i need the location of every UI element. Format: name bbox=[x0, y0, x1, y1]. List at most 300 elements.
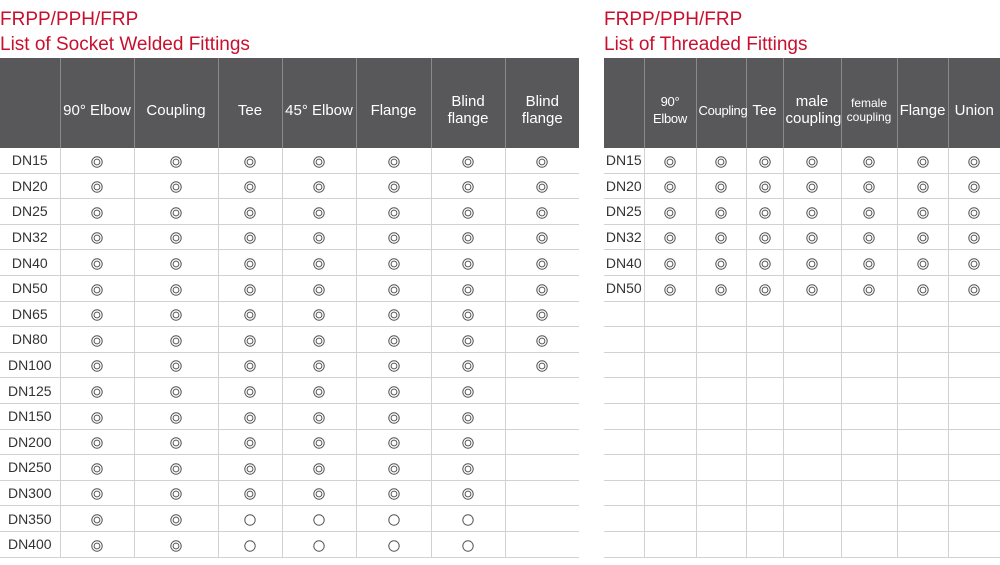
socket-welded-row-label: DN32 bbox=[0, 224, 60, 250]
socket-welded-cell bbox=[218, 378, 282, 404]
socket-welded-cell bbox=[134, 531, 218, 557]
socket-welded-cell bbox=[431, 250, 505, 276]
socket-welded-row-label: DN250 bbox=[0, 455, 60, 481]
threaded-row bbox=[604, 173, 1000, 199]
socket-welded-row bbox=[0, 250, 579, 276]
double-circle-icon bbox=[388, 412, 400, 424]
double-circle-icon bbox=[91, 488, 103, 500]
double-circle-icon bbox=[917, 181, 929, 193]
double-circle-icon bbox=[170, 181, 182, 193]
threaded-cell bbox=[644, 327, 696, 353]
socket-welded-row-label: DN300 bbox=[0, 480, 60, 506]
threaded-cell bbox=[644, 148, 696, 173]
threaded-cell bbox=[783, 275, 841, 301]
threaded-cell bbox=[644, 224, 696, 250]
double-circle-icon bbox=[170, 232, 182, 244]
double-circle-icon bbox=[759, 181, 771, 193]
socket-welded-cell bbox=[431, 224, 505, 250]
socket-welded-cell bbox=[356, 403, 431, 429]
double-circle-icon bbox=[715, 207, 727, 219]
socket-welded-body bbox=[0, 148, 579, 557]
socket-welded-cell bbox=[431, 148, 505, 173]
threaded-cell bbox=[897, 199, 948, 225]
threaded-row-label bbox=[604, 327, 644, 353]
socket-welded-cell bbox=[218, 148, 282, 173]
threaded-cell bbox=[783, 531, 841, 557]
double-circle-icon bbox=[313, 412, 325, 424]
socket-welded-cell bbox=[60, 480, 134, 506]
socket-welded-row bbox=[0, 173, 579, 199]
threaded-cell bbox=[696, 173, 746, 199]
threaded-cell bbox=[841, 224, 897, 250]
threaded-table bbox=[604, 58, 1000, 558]
threaded-row bbox=[604, 480, 1000, 506]
socket-welded-cell bbox=[282, 352, 356, 378]
socket-welded-title-line2: List of Socket Welded Fittings bbox=[0, 34, 250, 55]
socket-welded-cell bbox=[505, 275, 579, 301]
double-circle-icon bbox=[806, 232, 818, 244]
double-circle-icon bbox=[462, 232, 474, 244]
socket-welded-cell bbox=[60, 173, 134, 199]
threaded-cell bbox=[746, 352, 783, 378]
socket-welded-cell bbox=[60, 429, 134, 455]
double-circle-icon bbox=[91, 463, 103, 475]
threaded-col-header: female coupling bbox=[841, 58, 897, 148]
double-circle-icon bbox=[91, 309, 103, 321]
double-circle-icon bbox=[863, 207, 875, 219]
double-circle-icon bbox=[715, 156, 727, 168]
double-circle-icon bbox=[244, 437, 256, 449]
threaded-cell bbox=[897, 378, 948, 404]
threaded-cell bbox=[746, 275, 783, 301]
threaded-cell bbox=[746, 148, 783, 173]
threaded-cell bbox=[746, 199, 783, 225]
threaded-cell bbox=[948, 455, 1000, 481]
double-circle-icon bbox=[91, 335, 103, 347]
double-circle-icon bbox=[388, 386, 400, 398]
double-circle-icon bbox=[462, 156, 474, 168]
double-circle-icon bbox=[388, 437, 400, 449]
double-circle-icon bbox=[917, 156, 929, 168]
double-circle-icon bbox=[462, 412, 474, 424]
socket-welded-cell bbox=[356, 224, 431, 250]
socket-welded-row-label: DN65 bbox=[0, 301, 60, 327]
threaded-cell bbox=[948, 403, 1000, 429]
threaded-cell bbox=[783, 199, 841, 225]
double-circle-icon bbox=[388, 335, 400, 347]
threaded-cell bbox=[897, 429, 948, 455]
threaded-row bbox=[604, 275, 1000, 301]
double-circle-icon bbox=[244, 181, 256, 193]
double-circle-icon bbox=[170, 437, 182, 449]
socket-welded-cell bbox=[134, 403, 218, 429]
socket-welded-cell bbox=[505, 480, 579, 506]
double-circle-icon bbox=[388, 258, 400, 270]
threaded-header-row bbox=[604, 58, 1000, 148]
double-circle-icon bbox=[664, 284, 676, 296]
threaded-cell bbox=[696, 250, 746, 276]
double-circle-icon bbox=[664, 181, 676, 193]
threaded-cell bbox=[841, 429, 897, 455]
threaded-cell bbox=[841, 531, 897, 557]
double-circle-icon bbox=[806, 258, 818, 270]
socket-welded-row-label: DN20 bbox=[0, 173, 60, 199]
socket-welded-cell bbox=[431, 275, 505, 301]
double-circle-icon bbox=[536, 284, 548, 296]
double-circle-icon bbox=[313, 386, 325, 398]
circle-icon bbox=[462, 540, 474, 552]
double-circle-icon bbox=[313, 181, 325, 193]
threaded-row bbox=[604, 301, 1000, 327]
threaded-cell bbox=[644, 250, 696, 276]
socket-welded-cell bbox=[60, 275, 134, 301]
threaded-cell bbox=[644, 352, 696, 378]
double-circle-icon bbox=[917, 207, 929, 219]
socket-welded-cell bbox=[60, 455, 134, 481]
threaded-cell bbox=[841, 506, 897, 532]
socket-welded-cell bbox=[60, 327, 134, 353]
socket-welded-cell bbox=[134, 301, 218, 327]
threaded-title-line2: List of Threaded Fittings bbox=[604, 34, 808, 55]
double-circle-icon bbox=[388, 181, 400, 193]
threaded-title-line1: FRPP/PPH/FRP bbox=[604, 9, 743, 30]
double-circle-icon bbox=[806, 207, 818, 219]
double-circle-icon bbox=[313, 156, 325, 168]
socket-welded-cell bbox=[282, 455, 356, 481]
threaded-row-label bbox=[604, 506, 644, 532]
threaded-cell bbox=[696, 224, 746, 250]
double-circle-icon bbox=[244, 232, 256, 244]
socket-welded-col-header: Blind flange bbox=[505, 58, 579, 148]
double-circle-icon bbox=[806, 284, 818, 296]
socket-welded-cell bbox=[505, 403, 579, 429]
double-circle-icon bbox=[715, 258, 727, 270]
socket-welded-row bbox=[0, 480, 579, 506]
threaded-cell bbox=[696, 455, 746, 481]
threaded-title bbox=[604, 0, 1000, 58]
socket-welded-row bbox=[0, 224, 579, 250]
threaded-cell bbox=[644, 480, 696, 506]
threaded-cell bbox=[783, 173, 841, 199]
socket-welded-row-label: DN125 bbox=[0, 378, 60, 404]
socket-welded-col-header: Flange bbox=[356, 58, 431, 148]
threaded-row-label bbox=[604, 301, 644, 327]
socket-welded-cell bbox=[356, 352, 431, 378]
socket-welded-row bbox=[0, 378, 579, 404]
socket-welded-cell bbox=[218, 199, 282, 225]
double-circle-icon bbox=[863, 232, 875, 244]
socket-welded-cell bbox=[134, 429, 218, 455]
socket-welded-cell bbox=[282, 148, 356, 173]
threaded-cell bbox=[948, 250, 1000, 276]
circle-icon bbox=[313, 514, 325, 526]
double-circle-icon bbox=[244, 258, 256, 270]
threaded-cell bbox=[644, 275, 696, 301]
socket-welded-row-label: DN350 bbox=[0, 506, 60, 532]
threaded-cell bbox=[696, 199, 746, 225]
double-circle-icon bbox=[462, 309, 474, 321]
threaded-cell bbox=[746, 224, 783, 250]
socket-welded-cell bbox=[505, 531, 579, 557]
threaded-row bbox=[604, 352, 1000, 378]
socket-welded-cell bbox=[505, 506, 579, 532]
threaded-cell bbox=[948, 301, 1000, 327]
socket-welded-cell bbox=[60, 148, 134, 173]
threaded-cell bbox=[948, 199, 1000, 225]
threaded-row bbox=[604, 531, 1000, 557]
threaded-cell bbox=[948, 148, 1000, 173]
socket-welded-cell bbox=[356, 250, 431, 276]
double-circle-icon bbox=[806, 181, 818, 193]
threaded-col-header: Union bbox=[948, 58, 1000, 148]
threaded-cell bbox=[746, 327, 783, 353]
threaded-cell bbox=[783, 480, 841, 506]
threaded-row bbox=[604, 224, 1000, 250]
double-circle-icon bbox=[462, 284, 474, 296]
threaded-cell bbox=[696, 352, 746, 378]
socket-welded-cell bbox=[282, 378, 356, 404]
double-circle-icon bbox=[313, 207, 325, 219]
double-circle-icon bbox=[863, 258, 875, 270]
double-circle-icon bbox=[170, 335, 182, 347]
double-circle-icon bbox=[664, 156, 676, 168]
double-circle-icon bbox=[244, 488, 256, 500]
double-circle-icon bbox=[536, 360, 548, 372]
double-circle-icon bbox=[664, 207, 676, 219]
socket-welded-cell bbox=[282, 224, 356, 250]
circle-icon bbox=[462, 514, 474, 526]
threaded-cell bbox=[644, 199, 696, 225]
threaded-cell bbox=[644, 301, 696, 327]
threaded-cell bbox=[841, 148, 897, 173]
socket-welded-row-label: DN200 bbox=[0, 429, 60, 455]
socket-welded-row bbox=[0, 148, 579, 173]
socket-welded-title-line1: FRPP/PPH/FRP bbox=[0, 9, 139, 30]
socket-welded-cell bbox=[356, 173, 431, 199]
threaded-cell bbox=[644, 455, 696, 481]
double-circle-icon bbox=[462, 437, 474, 449]
threaded-row-label bbox=[604, 429, 644, 455]
threaded-cell bbox=[841, 275, 897, 301]
socket-welded-row-label: DN50 bbox=[0, 275, 60, 301]
threaded-cell bbox=[948, 531, 1000, 557]
socket-welded-cell bbox=[356, 429, 431, 455]
socket-welded-cell bbox=[282, 531, 356, 557]
double-circle-icon bbox=[313, 232, 325, 244]
threaded-cell bbox=[841, 173, 897, 199]
socket-welded-cell bbox=[60, 403, 134, 429]
double-circle-icon bbox=[313, 488, 325, 500]
double-circle-icon bbox=[759, 156, 771, 168]
socket-welded-row-label: DN150 bbox=[0, 403, 60, 429]
socket-welded-cell bbox=[505, 301, 579, 327]
double-circle-icon bbox=[759, 207, 771, 219]
double-circle-icon bbox=[170, 463, 182, 475]
socket-welded-cell bbox=[356, 327, 431, 353]
threaded-cell bbox=[948, 480, 1000, 506]
threaded-cell bbox=[897, 301, 948, 327]
threaded-cell bbox=[746, 455, 783, 481]
threaded-row bbox=[604, 403, 1000, 429]
threaded-cell bbox=[696, 506, 746, 532]
double-circle-icon bbox=[462, 360, 474, 372]
double-circle-icon bbox=[388, 284, 400, 296]
socket-welded-row-label: DN40 bbox=[0, 250, 60, 276]
socket-welded-cell bbox=[505, 250, 579, 276]
socket-welded-row bbox=[0, 403, 579, 429]
threaded-row-label: DN25 bbox=[604, 199, 644, 225]
double-circle-icon bbox=[806, 156, 818, 168]
socket-welded-cell bbox=[134, 173, 218, 199]
double-circle-icon bbox=[863, 181, 875, 193]
double-circle-icon bbox=[968, 232, 980, 244]
socket-welded-cell bbox=[505, 352, 579, 378]
threaded-cell bbox=[897, 506, 948, 532]
threaded-cell bbox=[644, 403, 696, 429]
double-circle-icon bbox=[313, 437, 325, 449]
double-circle-icon bbox=[863, 284, 875, 296]
double-circle-icon bbox=[244, 386, 256, 398]
threaded-cell bbox=[841, 250, 897, 276]
double-circle-icon bbox=[170, 258, 182, 270]
threaded-cell bbox=[696, 301, 746, 327]
threaded-panel bbox=[604, 0, 1000, 558]
threaded-cell bbox=[746, 531, 783, 557]
double-circle-icon bbox=[244, 309, 256, 321]
socket-welded-cell bbox=[356, 455, 431, 481]
threaded-cell bbox=[783, 327, 841, 353]
threaded-cell bbox=[841, 403, 897, 429]
socket-welded-cell bbox=[282, 275, 356, 301]
threaded-cell bbox=[746, 403, 783, 429]
double-circle-icon bbox=[536, 335, 548, 347]
double-circle-icon bbox=[462, 258, 474, 270]
threaded-cell bbox=[783, 301, 841, 327]
threaded-row bbox=[604, 506, 1000, 532]
double-circle-icon bbox=[244, 156, 256, 168]
socket-welded-cell bbox=[356, 506, 431, 532]
socket-welded-row-label: DN80 bbox=[0, 327, 60, 353]
circle-icon bbox=[244, 540, 256, 552]
threaded-cell bbox=[783, 455, 841, 481]
threaded-cell bbox=[783, 403, 841, 429]
double-circle-icon bbox=[388, 309, 400, 321]
socket-welded-cell bbox=[431, 378, 505, 404]
socket-welded-cell bbox=[218, 403, 282, 429]
threaded-cell bbox=[948, 378, 1000, 404]
socket-welded-cell bbox=[218, 480, 282, 506]
double-circle-icon bbox=[170, 412, 182, 424]
circle-icon bbox=[313, 540, 325, 552]
double-circle-icon bbox=[244, 412, 256, 424]
threaded-row-label bbox=[604, 455, 644, 481]
threaded-cell bbox=[841, 199, 897, 225]
threaded-col-header: Tee bbox=[746, 58, 783, 148]
double-circle-icon bbox=[664, 258, 676, 270]
socket-welded-cell bbox=[505, 455, 579, 481]
threaded-cell bbox=[644, 173, 696, 199]
threaded-row-label: DN40 bbox=[604, 250, 644, 276]
threaded-cell bbox=[696, 148, 746, 173]
threaded-cell bbox=[897, 327, 948, 353]
socket-welded-cell bbox=[218, 531, 282, 557]
threaded-cell bbox=[841, 378, 897, 404]
threaded-row-label: DN32 bbox=[604, 224, 644, 250]
double-circle-icon bbox=[91, 258, 103, 270]
double-circle-icon bbox=[91, 540, 103, 552]
threaded-cell bbox=[897, 531, 948, 557]
socket-welded-cell bbox=[60, 199, 134, 225]
threaded-cell bbox=[897, 173, 948, 199]
threaded-cell bbox=[696, 429, 746, 455]
threaded-cell bbox=[783, 378, 841, 404]
threaded-cell bbox=[897, 148, 948, 173]
socket-welded-cell bbox=[134, 199, 218, 225]
socket-welded-cell bbox=[218, 250, 282, 276]
circle-icon bbox=[244, 514, 256, 526]
double-circle-icon bbox=[91, 156, 103, 168]
double-circle-icon bbox=[91, 386, 103, 398]
double-circle-icon bbox=[313, 335, 325, 347]
socket-welded-row bbox=[0, 506, 579, 532]
socket-welded-cell bbox=[282, 173, 356, 199]
threaded-cell bbox=[783, 506, 841, 532]
double-circle-icon bbox=[388, 463, 400, 475]
threaded-col-header: Flange bbox=[897, 58, 948, 148]
threaded-cell bbox=[644, 378, 696, 404]
socket-welded-col-header: Blind flange bbox=[431, 58, 505, 148]
threaded-cell bbox=[948, 327, 1000, 353]
socket-welded-cell bbox=[134, 224, 218, 250]
threaded-cell bbox=[841, 301, 897, 327]
double-circle-icon bbox=[968, 258, 980, 270]
socket-welded-cell bbox=[505, 173, 579, 199]
threaded-cell bbox=[746, 250, 783, 276]
threaded-cell bbox=[783, 250, 841, 276]
threaded-cell bbox=[783, 224, 841, 250]
threaded-row-label: DN20 bbox=[604, 173, 644, 199]
threaded-cell bbox=[746, 301, 783, 327]
threaded-row-label bbox=[604, 480, 644, 506]
threaded-row bbox=[604, 327, 1000, 353]
threaded-cell bbox=[948, 352, 1000, 378]
socket-welded-cell bbox=[134, 506, 218, 532]
threaded-cell bbox=[841, 327, 897, 353]
socket-welded-cell bbox=[431, 506, 505, 532]
threaded-cell bbox=[841, 455, 897, 481]
threaded-row bbox=[604, 250, 1000, 276]
threaded-cell bbox=[948, 173, 1000, 199]
socket-welded-cell bbox=[218, 352, 282, 378]
socket-welded-cell bbox=[134, 352, 218, 378]
socket-welded-cell bbox=[356, 199, 431, 225]
threaded-cell bbox=[783, 429, 841, 455]
double-circle-icon bbox=[91, 360, 103, 372]
socket-welded-title bbox=[0, 0, 579, 58]
threaded-cell bbox=[897, 275, 948, 301]
threaded-cell bbox=[783, 352, 841, 378]
socket-welded-col-header: Coupling bbox=[134, 58, 218, 148]
threaded-row-label bbox=[604, 378, 644, 404]
double-circle-icon bbox=[968, 181, 980, 193]
socket-welded-cell bbox=[218, 224, 282, 250]
threaded-cell bbox=[948, 429, 1000, 455]
double-circle-icon bbox=[170, 156, 182, 168]
double-circle-icon bbox=[536, 181, 548, 193]
double-circle-icon bbox=[313, 258, 325, 270]
socket-welded-cell bbox=[134, 455, 218, 481]
socket-welded-cell bbox=[60, 301, 134, 327]
